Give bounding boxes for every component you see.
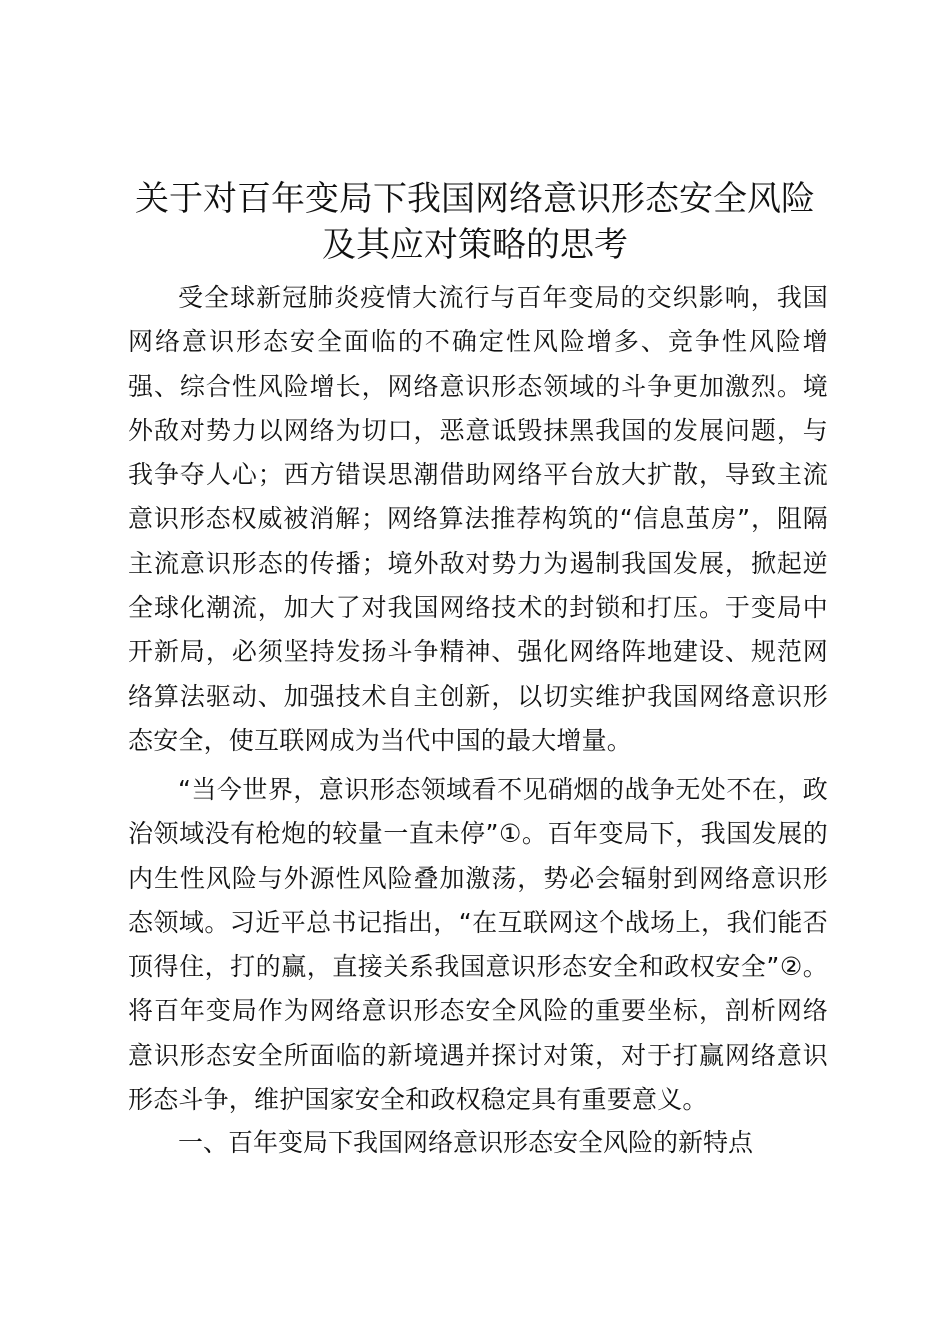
body-paragraph-2: “当今世界，意识形态领域看不见硝烟的战争无处不在，政治领域没有枪炮的较量一直未停”①。百年变局下，我国发展的内生性风险与外源性风险叠加激荡，势必会辐射到网络意识形态领域。习近平总书记指出，“在互联网这个战场上，我们能否顶得住，打的赢，直接关系我国意识形态安全和政权安全”②。将百年变局作为网络意识形态安全风险的重要坐标，剖析网络意识形态安全所面临的新境遇并探讨对策，对于打赢网络意识形态斗争，维护国家安全和政权稳定具有重要意义。	[128, 775, 828, 1115]
body-paragraph-1: 受全球新冠肺炎疫情大流行与百年变局的交织影响，我国网络意识形态安全面临的不确定性风险增多、竞争性风险增强、综合性风险增长，网络意识形态领域的斗争更加激烈。境外敌对势力以网络为切口，恶意诋毁抹黑我国的发展问题，与我争夺人心；西方错误思潮借助网络平台放大扩散，导致主流意识形态权威被消解；网络算法推荐构筑的“信息茧房”，阻隔主流意识形态的传播；境外敌对势力为遏制我国发展，掀起逆全球化潮流，加大了对我国网络技术的封锁和打压。于变局中开新局，必须坚持发扬斗争精神、强化网络阵地建设、规范网络算法驱动、加强技术自主创新，以切实维护我国网络意识形态安全，使互联网成为当代中国的最大增量。	[128, 283, 828, 755]
document-title-line-1: 关于对百年变局下我国网络意识形态安全风险	[135, 179, 815, 219]
section-heading: 一、百年变局下我国网络意识形态安全风险的新特点	[178, 1128, 754, 1157]
document-title-line-2: 及其应对策略的思考	[322, 225, 628, 265]
